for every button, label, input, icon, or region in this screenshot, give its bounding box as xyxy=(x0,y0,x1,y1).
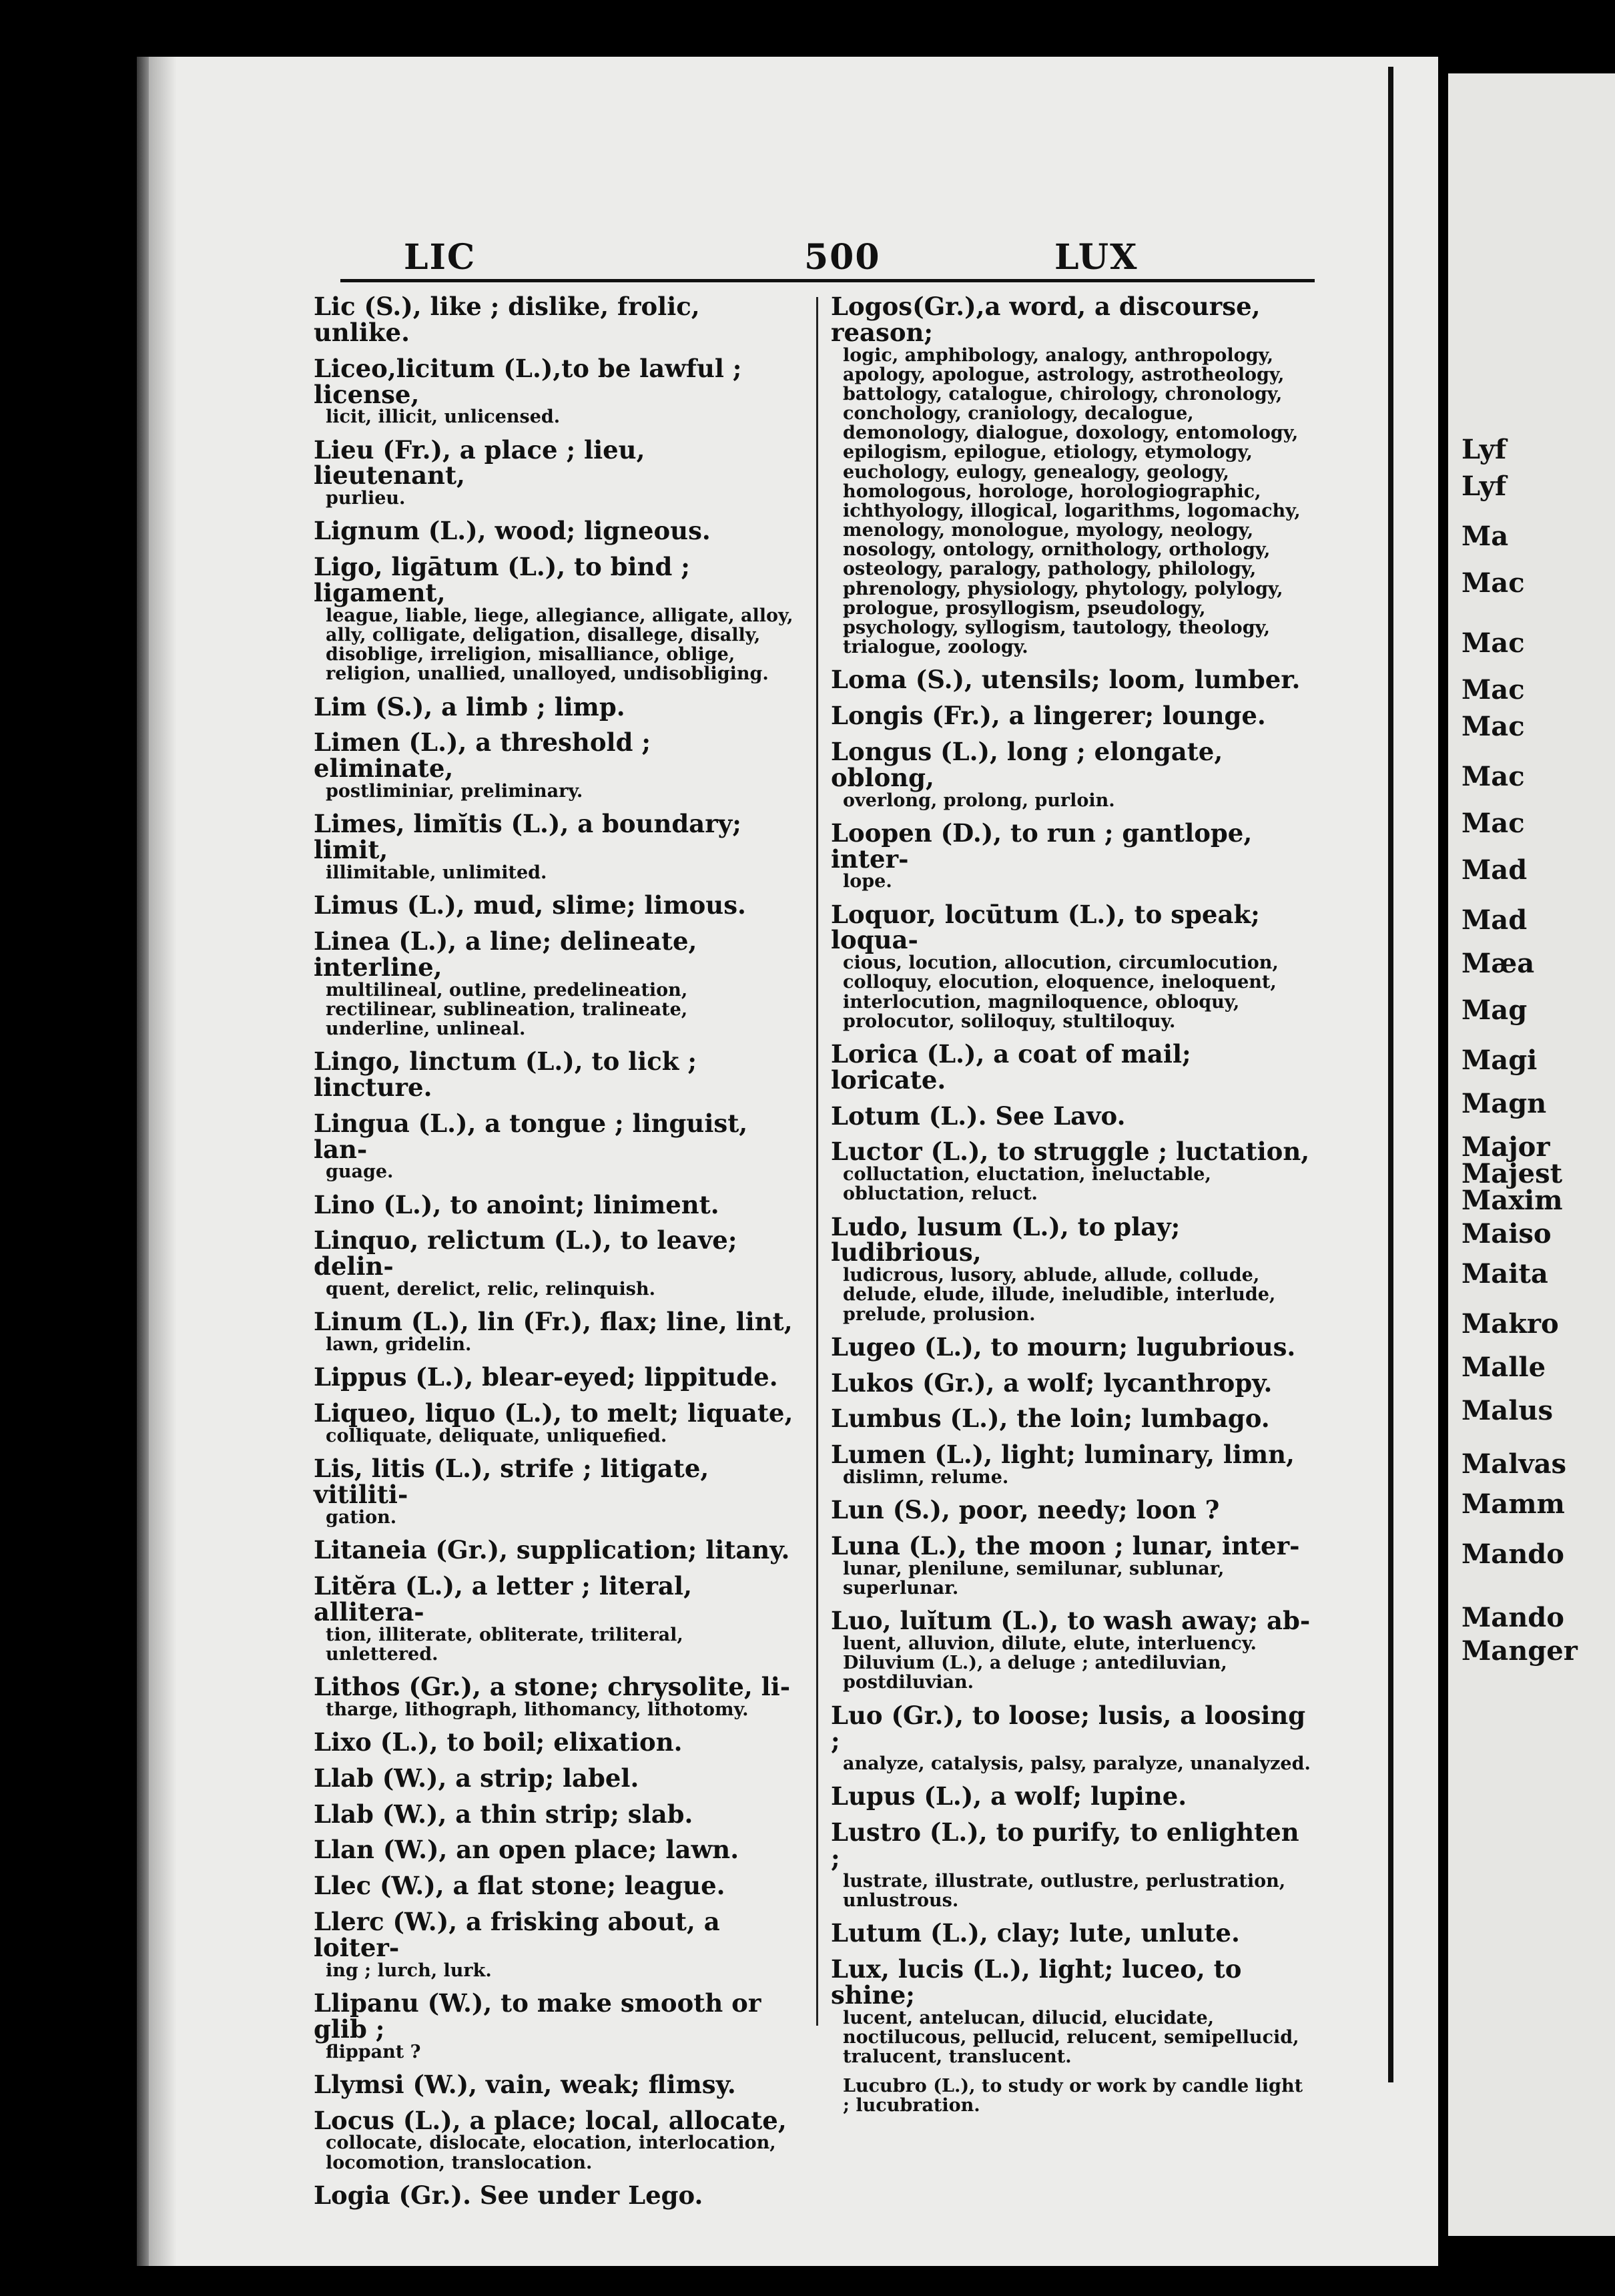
dictionary-entry xyxy=(314,1189,794,1219)
entry-derivatives: lucent, antelucan, dilucid, elucidate, noctilucous, pellucid, relucent, semipellucid, tralucent, translucent. xyxy=(843,2007,1299,2068)
dictionary-entry xyxy=(314,1671,794,1720)
adjacent-page-headword: Mag xyxy=(1462,994,1528,1026)
entry-headword: Lumen (L.), light; luminary, limn, xyxy=(831,1440,1295,1470)
dictionary-entry xyxy=(314,1227,794,1299)
adjacent-page-headword: Mæa xyxy=(1462,948,1535,979)
running-head-left: LIC xyxy=(404,237,476,278)
dictionary-entry xyxy=(314,1108,794,1183)
adjacent-page-headword: Lyf xyxy=(1462,434,1507,465)
dictionary-entry xyxy=(314,554,794,683)
entry-headword: Lukos (Gr.), a wolf; lycanthropy. xyxy=(831,1368,1273,1398)
dictionary-entry xyxy=(831,1442,1311,1487)
dictionary-entry xyxy=(314,1729,794,1755)
dictionary-entry xyxy=(831,1211,1311,1325)
dictionary-entry xyxy=(831,703,1311,729)
dictionary-entry xyxy=(314,1309,794,1354)
entry-headword: Luctor (L.), to struggle ; luctation, xyxy=(831,1137,1310,1167)
dictionary-entry xyxy=(831,1406,1311,1432)
entry-headword: Lignum (L.), wood; ligneous. xyxy=(314,516,711,546)
adjacent-page-headword: Makro xyxy=(1462,1308,1559,1340)
entry-headword: Litaneia (Gr.), supplication; litany. xyxy=(314,1534,790,1564)
entry-headword: Lippus (L.), blear-eyed; lippitude. xyxy=(314,1362,778,1392)
dictionary-entry xyxy=(314,892,794,918)
adjacent-page-headword: Mac xyxy=(1462,808,1525,839)
column-separator xyxy=(816,297,818,2026)
entry-headword: Linum (L.), lin (Fr.), flax; line, lint, xyxy=(314,1307,793,1337)
entry-headword: Ludo, lusum (L.), to play; ludibrious, xyxy=(831,1211,1181,1267)
dictionary-entry xyxy=(831,1041,1311,1093)
dictionary-entry xyxy=(831,667,1311,693)
right-column xyxy=(831,294,1311,2126)
adjacent-page-headword: Mamm xyxy=(1462,1488,1565,1520)
dictionary-entry xyxy=(314,730,794,801)
dictionary-entry xyxy=(314,1801,794,1827)
dictionary-entry xyxy=(831,1920,1311,1946)
entry-derivatives: multilineal, outline, predelineation, rectilinear, sublineation, tralineate, underline, unlineal. xyxy=(326,979,688,1039)
dictionary-entry xyxy=(314,928,794,1039)
entry-headword: Logia (Gr.). See under Lego. xyxy=(314,2180,703,2210)
entry-derivatives: lustrate, illustrate, outlustre, perlustration, unlustrous. xyxy=(843,1870,1286,1912)
dictionary-entry xyxy=(831,1700,1311,1775)
entry-headword: Lithos (Gr.), a stone; chrysolite, li- xyxy=(314,1671,791,1701)
adjacent-page-headword: Malle xyxy=(1462,1352,1546,1383)
adjacent-page-headword: Mac xyxy=(1462,567,1525,599)
entry-headword: Lim (S.), a limb ; limp. xyxy=(314,691,625,722)
entry-headword: Luo (Gr.), to loose; lusis, a loosing ; xyxy=(831,1700,1306,1756)
adjacent-page-headword: Major xyxy=(1462,1131,1550,1163)
dictionary-entry xyxy=(831,2076,1311,2115)
entry-derivatives: dislimn, relume. xyxy=(843,1467,1009,1488)
entry-headword: Lotum (L.). See Lavo. xyxy=(831,1101,1126,1131)
dictionary-entry xyxy=(314,353,794,428)
entry-derivatives: tion, illiterate, obliterate, triliteral, unlettered. xyxy=(326,1624,683,1665)
dictionary-entry xyxy=(314,1400,794,1446)
entry-derivatives: lawn, gridelin. xyxy=(326,1334,472,1356)
entry-derivatives: ing ; lurch, lurk. xyxy=(326,1960,492,1981)
adjacent-page-headword: Mac xyxy=(1462,761,1525,792)
entry-headword: Lixo (L.), to boil; elixation. xyxy=(314,1727,683,1757)
entry-headword: Liceo,licitum (L.),to be lawful ; license, xyxy=(314,353,742,409)
left-column xyxy=(314,294,794,2219)
entry-derivatives: gation. xyxy=(326,1506,397,1528)
entry-derivatives: tharge, lithograph, lithomancy, lithotomy. xyxy=(326,1699,749,1720)
dictionary-entry xyxy=(831,1103,1311,1129)
entry-derivatives: analyze, catalysis, palsy, paralyze, unanalyzed. xyxy=(843,1753,1311,1775)
running-head-right: LUX xyxy=(1054,237,1139,278)
entry-headword: Lorica (L.), a coat of mail; loricate. xyxy=(831,1039,1191,1095)
entry-headword: Lux, lucis (L.), light; luceo, to shine; xyxy=(831,1954,1242,2010)
entry-headword: Llymsi (W.), vain, weak; flimsy. xyxy=(314,2069,736,2099)
dictionary-entry xyxy=(314,437,794,509)
dictionary-entry xyxy=(314,1909,794,1980)
dictionary-entry xyxy=(314,294,794,346)
entry-headword: Lugeo (L.), to mourn; lugubrious. xyxy=(831,1332,1296,1362)
adjacent-page-headword: Mando xyxy=(1462,1602,1564,1633)
dictionary-entry xyxy=(831,1956,1311,2066)
entry-headword: Logos(Gr.),a word, a discourse, reason; xyxy=(831,292,1261,347)
entry-headword: Llec (W.), a flat stone; league. xyxy=(314,1871,725,1901)
entry-headword: Linea (L.), a line; delineate, interline, xyxy=(314,926,697,982)
dictionary-entry xyxy=(314,1837,794,1863)
entry-headword: Lieu (Fr.), a place ; lieu, lieutenant, xyxy=(314,435,645,491)
entry-derivatives: collocate, dislocate, elocation, interlocation, locomotion, translocation. xyxy=(326,2132,776,2173)
dictionary-entry xyxy=(314,2180,794,2210)
adjacent-page-headword: Mac xyxy=(1462,627,1525,659)
dictionary-entry xyxy=(831,1370,1311,1396)
entry-derivatives: lope. xyxy=(843,871,892,892)
dictionary-entry xyxy=(314,691,794,722)
entry-derivatives: luent, alluvion, dilute, elute, interluency. Diluvium (L.), a deluge ; antediluvian, postdiluvian. xyxy=(843,1633,1257,1693)
entry-derivatives: league, liable, liege, allegiance, alligate, alloy, ally, colligate, deligation, disallege, disally, disoblige, irreligion, misalliance, oblige, religion, unallied, unalloyed, undisobliging. xyxy=(326,605,793,685)
entry-headword: Llerc (W.), a frisking about, a loiter- xyxy=(314,1907,720,1962)
entry-headword: Luna (L.), the moon ; lunar, inter- xyxy=(831,1531,1300,1561)
adjacent-page-headword: Magi xyxy=(1462,1045,1538,1076)
entry-derivatives: colliquate, deliquate, unliquefied. xyxy=(326,1425,667,1446)
entry-derivatives: purlieu. xyxy=(326,488,406,509)
entry-headword: Llab (W.), a strip; label. xyxy=(314,1763,639,1793)
dictionary-entry xyxy=(831,1608,1311,1692)
entry-headword: Lumbus (L.), the loin; lumbago. xyxy=(831,1404,1270,1434)
dictionary-entry xyxy=(831,1783,1311,1809)
adjacent-page-headword: Malus xyxy=(1462,1395,1553,1426)
dictionary-entry xyxy=(314,1534,794,1564)
entry-headword: Longis (Fr.), a lingerer; lounge. xyxy=(831,701,1266,731)
adjacent-page-headword: Maxim xyxy=(1462,1185,1563,1216)
entry-derivatives: quent, derelict, relic, relinquish. xyxy=(326,1279,655,1300)
page-gutter-line xyxy=(1388,67,1393,2082)
adjacent-page-headword: Mad xyxy=(1462,854,1528,886)
adjacent-page-headword: Majest xyxy=(1462,1158,1563,1189)
entry-headword: Llipanu (W.), to make smooth or glib ; xyxy=(314,1988,761,2044)
entry-headword: Limus (L.), mud, slime; limous. xyxy=(314,890,746,920)
dictionary-entry xyxy=(314,518,794,544)
adjacent-page-headword: Ma xyxy=(1462,521,1509,552)
running-head xyxy=(0,237,1615,277)
entry-headword: Litĕra (L.), a letter ; literal, allitera- xyxy=(314,1570,692,1627)
dictionary-entry xyxy=(314,2105,794,2173)
entry-headword: Loma (S.), utensils; loom, lumber. xyxy=(831,665,1301,695)
entry-headword: Limes, limĭtis (L.), a boundary; limit, xyxy=(314,809,741,865)
dictionary-entry xyxy=(314,2069,794,2099)
entry-headword: Lustro (L.), to purify, to enlighten ; xyxy=(831,1817,1299,1874)
entry-headword: Lingua (L.), a tongue ; linguist, lan- xyxy=(314,1108,748,1164)
dictionary-entry xyxy=(314,1873,794,1899)
adjacent-page-headword: Manger xyxy=(1462,1635,1578,1667)
dictionary-entry xyxy=(314,1364,794,1390)
page-number: 500 xyxy=(804,237,881,278)
entry-headword: Limen (L.), a threshold ; eliminate, xyxy=(314,728,651,784)
entry-headword: Llab (W.), a thin strip; slab. xyxy=(314,1799,693,1829)
entry-derivatives: colluctation, eluctation, ineluctable, obluctation, reluct. xyxy=(843,1164,1211,1205)
entry-headword: Lingo, linctum (L.), to lick ; lincture. xyxy=(314,1047,697,1102)
entry-headword: Liqueo, liquo (L.), to melt; liquate, xyxy=(314,1398,793,1428)
entry-headword: Lino (L.), to anoint; liniment. xyxy=(314,1189,719,1219)
adjacent-page-headword: Mac xyxy=(1462,711,1525,742)
dictionary-entry xyxy=(831,1139,1311,1203)
entry-headword: Lic (S.), like ; dislike, frolic, unlike. xyxy=(314,292,700,347)
entry-headword: Loopen (D.), to run ; gantlope, inter- xyxy=(831,818,1253,874)
dictionary-entry xyxy=(831,1497,1311,1523)
entry-headword: Ligo, ligātum (L.), to bind ; ligament, xyxy=(314,552,690,608)
adjacent-page-headword: Mad xyxy=(1462,904,1528,936)
adjacent-page-headword: Mando xyxy=(1462,1538,1564,1570)
entry-headword: Lis, litis (L.), strife ; litigate, vitiliti- xyxy=(314,1454,709,1509)
entry-headword: Longus (L.), long ; elongate, oblong, xyxy=(831,736,1223,792)
dictionary-entry xyxy=(314,1765,794,1791)
dictionary-entry xyxy=(314,1990,794,2062)
entry-derivatives: illimitable, unlimited. xyxy=(326,862,547,883)
adjacent-page xyxy=(1448,73,1615,2236)
dictionary-entry xyxy=(831,736,1311,811)
header-rule xyxy=(340,279,1315,282)
adjacent-page-headword: Lyf xyxy=(1462,471,1507,502)
entry-headword: Lutum (L.), clay; lute, unlute. xyxy=(831,1918,1240,1948)
adjacent-page-headword: Maita xyxy=(1462,1258,1548,1289)
entry-derivatives: licit, illicit, unlicensed. xyxy=(326,406,561,428)
entry-derivatives: overlong, prolong, purloin. xyxy=(843,790,1115,811)
entry-derivatives: postliminiar, preliminary. xyxy=(326,781,583,802)
entry-headword: Lun (S.), poor, needy; loon ? xyxy=(831,1495,1220,1525)
entry-headword: Linquo, relictum (L.), to leave; delin- xyxy=(314,1225,737,1281)
binding-shadow xyxy=(137,57,177,2266)
entry-derivatives: lunar, plenilune, semilunar, sublunar, superlunar. xyxy=(843,1558,1225,1599)
dictionary-entry xyxy=(831,1334,1311,1360)
entry-derivatives: flippant ? xyxy=(326,2041,421,2062)
dictionary-entry xyxy=(314,811,794,882)
entry-derivatives: Lucubro (L.), to study or work by candle light ; lucubration. xyxy=(843,2076,1303,2116)
adjacent-page-headword: Magn xyxy=(1462,1088,1547,1119)
entry-headword: Llan (W.), an open place; lawn. xyxy=(314,1835,739,1865)
dictionary-entry xyxy=(831,820,1311,892)
dictionary-entry xyxy=(314,1570,794,1665)
adjacent-page-headword: Mac xyxy=(1462,674,1525,705)
entry-headword: Luo, luĭtum (L.), to wash away; ab- xyxy=(831,1606,1311,1636)
dictionary-entry xyxy=(314,1049,794,1101)
dictionary-entry xyxy=(831,1533,1311,1598)
entry-derivatives: cious, locution, allocution, circumlocution, colloquy, elocution, eloquence, ineloquent, interlocution, magniloquence, obloquy, prolocutor, soliloquy, stultiloquy. xyxy=(843,952,1279,1032)
dictionary-entry xyxy=(831,899,1311,1032)
entry-derivatives: logic, amphibology, analogy, anthropology, apology, apologue, astrology, astrotheology, battology, catalogue, chirology, chronology, conchology, craniology, decalogue, demonology, dialogue, doxology, entomology, epilogism, epilogue, etiology, etymology, euchology, eulogy, genealogy, geology, homologous, horologe, horologiographic, ichthyology, illogical, logarithms, logomachy, menology, monologue, myology, neology, nosology, ontology, ornithology, orthology, osteology, paralogy, pathology, philology, phrenology, physiology, phytology, polylogy, prologue, prosyllogism, pseudology, psychology, syllogism, tautology, theology, trialogue, zoology. xyxy=(843,344,1301,658)
entry-derivatives: ludicrous, lusory, ablude, allude, collude, delude, elude, illude, ineludible, interlude, prelude, prolusion. xyxy=(843,1265,1276,1325)
adjacent-page-headword: Malvas xyxy=(1462,1448,1567,1480)
entry-headword: Lupus (L.), a wolf; lupine. xyxy=(831,1781,1187,1811)
entry-headword: Loquor, locūtum (L.), to speak; loqua- xyxy=(831,899,1260,955)
entry-headword: Locus (L.), a place; local, allocate, xyxy=(314,2105,787,2135)
dictionary-entry xyxy=(831,294,1311,657)
dictionary-entry xyxy=(831,1819,1311,1910)
adjacent-page-headword: Maiso xyxy=(1462,1218,1552,1249)
entry-derivatives: guage. xyxy=(326,1161,394,1183)
dictionary-entry xyxy=(314,1456,794,1527)
